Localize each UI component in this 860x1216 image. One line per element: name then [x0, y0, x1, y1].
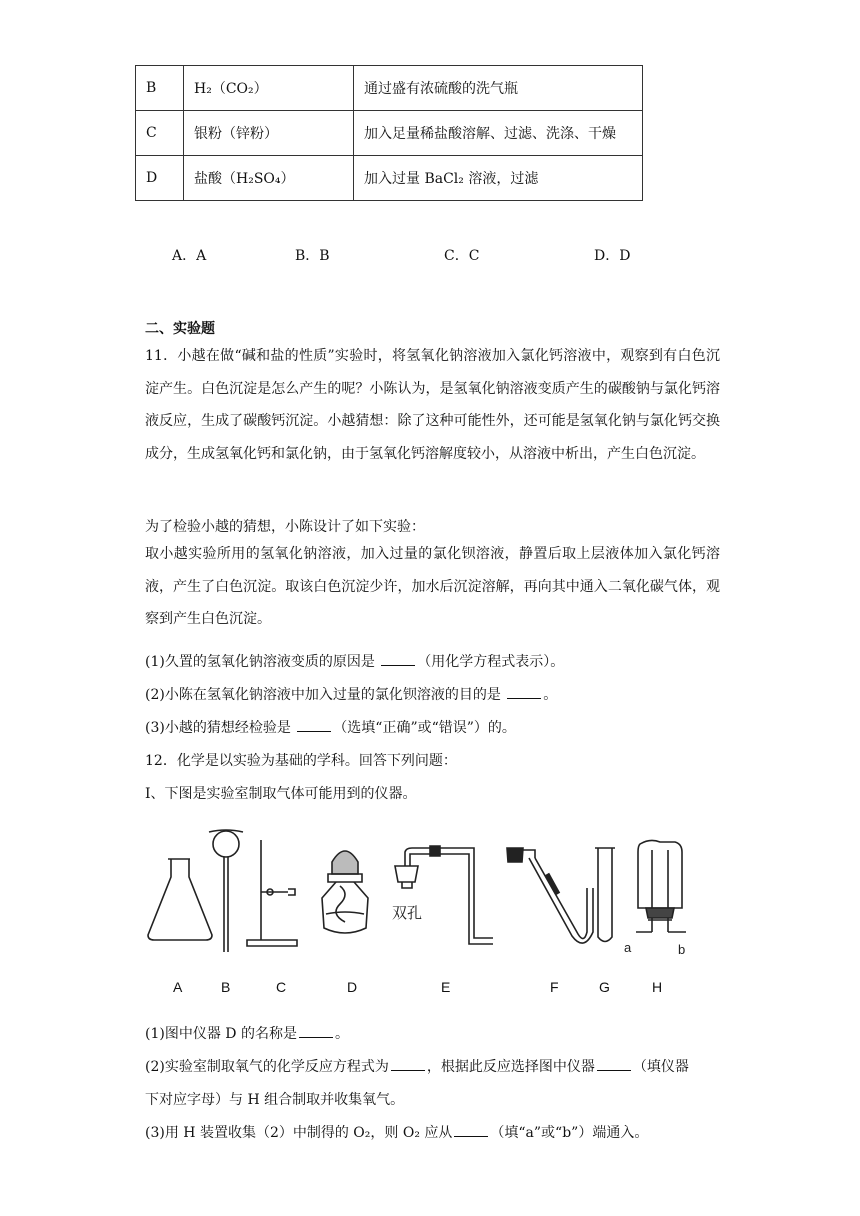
- option-letter: D: [136, 156, 184, 201]
- section-title: 二、实验题: [145, 321, 215, 337]
- q12-sub2: (2)实验室制取氧气的化学反应方程式为 ，根据此反应选择图中仪器 （填仪器: [145, 1056, 689, 1076]
- choice-c[interactable]: C．C: [444, 248, 480, 264]
- funnel-icon: [209, 830, 243, 952]
- port-b-label: b: [678, 942, 686, 957]
- port-a-label: a: [624, 940, 632, 955]
- q12-sub1: (1)图中仪器 D 的名称是 。: [145, 1023, 349, 1043]
- q11-sub1: (1)久置的氢氧化钠溶液变质的原因是 （用化学方程式表示）。: [145, 651, 564, 671]
- q11-design-intro: 为了检验小越的猜想，小陈设计了如下实验：: [145, 519, 425, 535]
- q11-design: 取小越实验所用的氢氧化钠溶液，加入过量的氯化钡溶液，静置后取上层液体加入氯化钙溶液，产生了白色沉淀。取该白色沉淀少许，加水后沉淀溶解，再向其中通入二氧化碳气体，观察到产生白色沉淀。: [145, 546, 720, 628]
- q11-sub2: (2)小陈在氢氧化钠溶液中加入过量的氯化钡溶液的目的是 。: [145, 684, 557, 704]
- options-table: [135, 65, 643, 201]
- iron-stand-icon: [247, 840, 297, 946]
- choice-a[interactable]: A．A: [172, 248, 207, 264]
- q12-sub3: (3)用 H 装置收集（2）中制得的 O₂，则 O₂ 应从 （填“a”或“b”）端通入。: [145, 1122, 648, 1142]
- apparatus-label-a: A: [173, 979, 183, 995]
- answer-blank[interactable]: [381, 651, 415, 666]
- answer-blank[interactable]: [391, 1056, 425, 1071]
- choice-b[interactable]: B．B: [295, 248, 330, 264]
- answer-blank[interactable]: [299, 1023, 333, 1038]
- q11-stem: 11．小越在做“碱和盐的性质”实验时，将氢氧化钠溶液加入氯化钙溶液中，观察到有白色沉淀产生。白色沉淀是怎么产生的呢？小陈认为，是氢氧化钠溶液变质产生的碳酸钠与氯化钙溶液反应，生成了碳酸钙沉淀。小越猜想：除了这种可能性外，还可能是氢氧化钠与氯化钙交换成分，生成氢氧化钙和氯化钠，由于氢氧化钙溶解度较小，从溶液中析出，产生白色沉淀。: [145, 348, 720, 462]
- q12-part1: I、下图是实验室制取气体可能用到的仪器。: [145, 786, 417, 802]
- method-cell: 加入足量稀盐酸溶解、过滤、洗涤、干燥: [354, 111, 643, 156]
- option-letter: B: [136, 66, 184, 111]
- apparatus-label-f: F: [550, 979, 559, 995]
- table-row: [136, 111, 643, 156]
- gas-bottle-icon: [636, 840, 686, 932]
- test-tube-icon: [595, 848, 615, 942]
- stopper-tube-icon: [395, 846, 493, 944]
- apparatus-label-g: G: [599, 979, 610, 995]
- option-letter: C: [136, 111, 184, 156]
- answer-blank[interactable]: [507, 684, 541, 699]
- apparatus-figure: [140, 822, 710, 962]
- q12-stem: 12．化学是以实验为基础的学科。回答下列问题：: [145, 753, 457, 769]
- substance-cell: 盐酸（H₂SO₄）: [184, 156, 354, 201]
- alcohol-lamp-icon: [322, 851, 368, 933]
- method-cell: 通过盛有浓硫酸的洗气瓶: [354, 66, 643, 111]
- e-annotation: 双孔: [392, 904, 423, 922]
- answer-blank[interactable]: [297, 717, 331, 732]
- apparatus-label-c: C: [276, 979, 287, 995]
- bent-tube-icon: [507, 848, 593, 943]
- choice-d[interactable]: D．D: [594, 248, 631, 264]
- method-cell: 加入过量 BaCl₂ 溶液，过滤: [354, 156, 643, 201]
- answer-blank[interactable]: [597, 1056, 631, 1071]
- q11-sub3: (3)小越的猜想经检验是 （选填“正确”或“错误”）的。: [145, 717, 516, 737]
- answer-blank[interactable]: [454, 1122, 488, 1137]
- apparatus-label-b: B: [221, 979, 231, 995]
- apparatus-label-h: H: [652, 979, 663, 995]
- substance-cell: 银粉（锌粉）: [184, 111, 354, 156]
- q12-sub2-cont: 下对应字母）与 H 组合制取并收集氧气。: [145, 1092, 405, 1108]
- table-row: [136, 156, 643, 201]
- conical-flask-icon: [148, 859, 212, 940]
- apparatus-label-d: D: [347, 979, 358, 995]
- table-row: [136, 66, 643, 111]
- apparatus-label-e: E: [441, 979, 451, 995]
- substance-cell: H₂（CO₂）: [184, 66, 354, 111]
